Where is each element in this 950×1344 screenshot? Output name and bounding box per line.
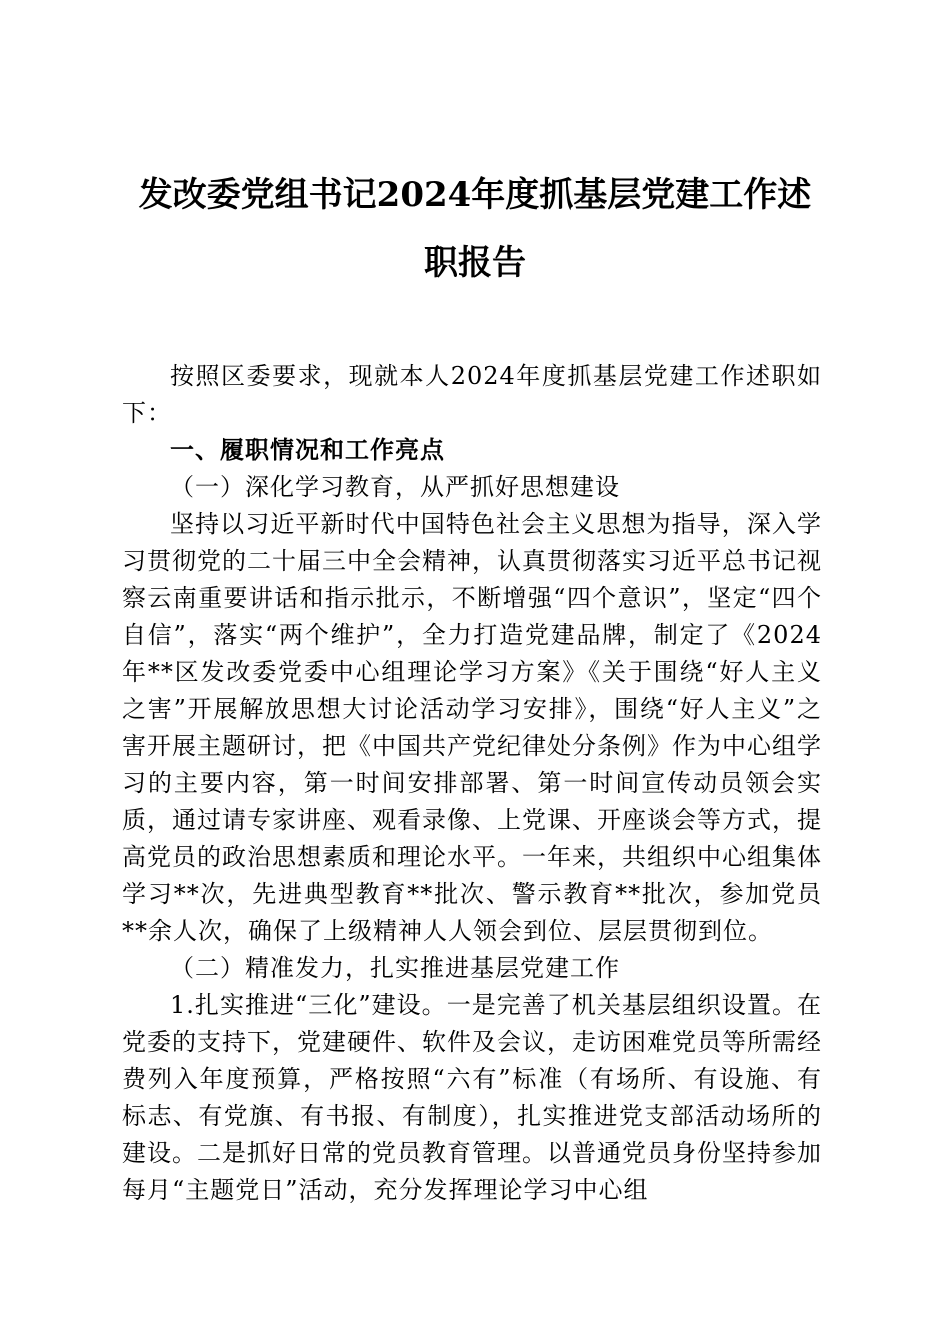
subsection-heading-2: （二）精准发力，扎实推进基层党建工作: [170, 954, 620, 982]
body-paragraph-1: 坚持以习近平新时代中国特色社会主义思想为指导，深入学习贯彻党的二十届三中全会精神，认真贯彻落实习近平总书记视察云南重要讲话和指示批示，不断增强“四个意识”，坚定“四个自信”，落实“两个维护”，全力打造党建品牌，制定了《2024年**区发改委党委中心组理论学习方案》《关于围绕“好人主义之害”开展解放思想大讨论活动学习安排》，围绕“好人主义”之害开展主题研讨，把《中国共产党纪律处分条例》作为中心组学习的主要内容，第一时间安排部署、第一时间宣传动员领会实质，通过请专家讲座、观看录像、上党课、开座谈会等方式，提高党员的政治思想素质和理论水平。一年来，共组织中心组集体学习**次，先进典型教育**批次、警示教育**批次，参加党员**余人次，确保了上级精神人人领会到位、层层贯彻到位。: [122, 510, 822, 945]
document-title-line-1: 发改委党组书记2024年度抓基层党建工作述: [138, 175, 812, 215]
subsection-heading-1: （一）深化学习教育，从严抓好思想建设: [170, 473, 620, 501]
document-body: [122, 358, 822, 1209]
document-title-line-2: 职报告: [424, 243, 526, 283]
section-heading-1: 一、履职情况和工作亮点: [170, 436, 445, 464]
intro-paragraph: 按照区委要求，现就本人2024年度抓基层党建工作述职如下：: [122, 362, 822, 427]
body-paragraph-2: 1.扎实推进“三化”建设。一是完善了机关基层组织设置。在党委的支持下，党建硬件、软件及会议，走访困难党员等所需经费列入年度预算，严格按照“六有”标准（有场所、有设施、有标志、有党旗、有书报、有制度），扎实推进党支部活动场所的建设。二是抓好日常的党员教育管理。以普通党员身份坚持参加每月“主题党日”活动，充分发挥理论学习中心组: [122, 991, 822, 1204]
